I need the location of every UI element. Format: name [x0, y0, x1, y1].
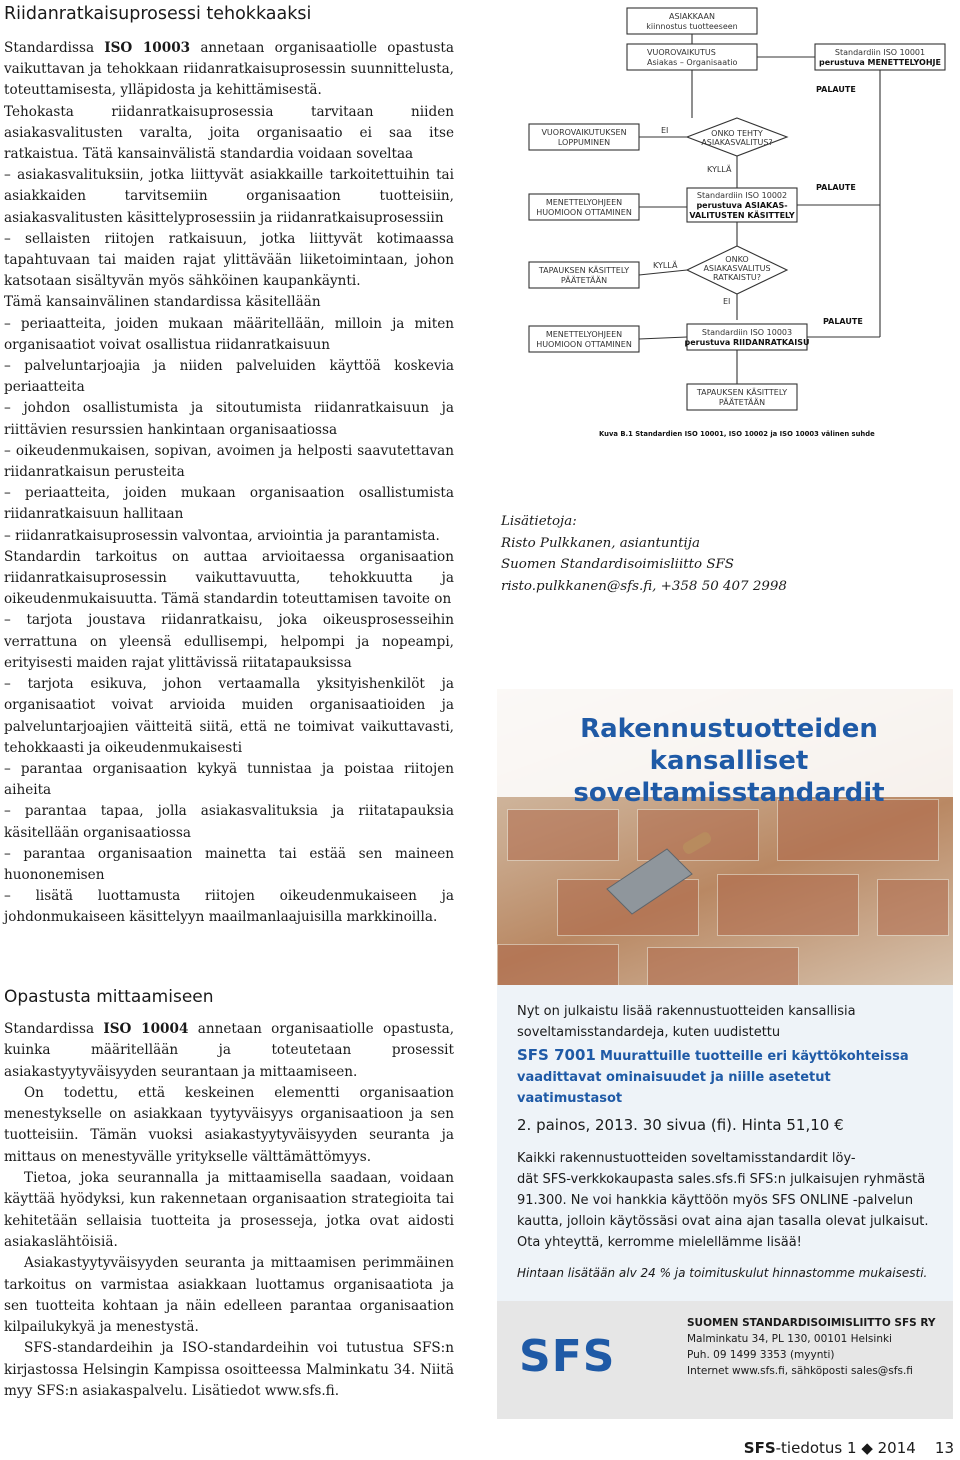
footer-publication: -tiedotus 1: [775, 1439, 857, 1457]
paragraph: Tämä kansainvälinen standardissa käsitellään: [4, 294, 321, 311]
paragraph: Asiakastyytyväisyyden seuranta ja mittaamisen perimmäinen tarkoitus on varmistaa asiakkaan luottamus organisaatiota ja sen tuotteita kohtaan ja näin edelleen parantaa organisaation kilpailukykyä ja menestystä.: [4, 1255, 454, 1336]
list-item: – periaatteita, joiden mukaan organisaation osallistumista riidanratkaisuun hallitaan: [4, 485, 454, 523]
flow-label: HUOMIOON OTTAMINEN: [536, 208, 632, 217]
flow-label: perustuva RIIDANRATKAISU: [684, 338, 810, 347]
flow-label: EI: [661, 126, 669, 135]
flow-label: PÄÄTETÄÄN: [718, 398, 766, 407]
list-item: – parantaa tapaa, jolla asiakasvalituksia ja riitatapauksia käsitellään organisaatiossa: [4, 803, 454, 841]
ad-photo-area: [497, 689, 953, 985]
list-item: – lisätä luottamusta riitojen oikeudenmukaiseen ja johdonmukaiseen käsittelyyn maailmanlaajuisilla markkinoilla.: [4, 888, 454, 926]
ad-text: Ota yhteyttä, kerromme mielellämme lisää!: [517, 1235, 802, 1250]
flow-label: PALAUTE: [823, 317, 863, 326]
flow-label: ONKO TEHTY: [711, 129, 763, 138]
section-measurement: [4, 985, 454, 1402]
ad-text: Kaikki rakennustuotteiden soveltamisstandardit löy-: [517, 1151, 856, 1166]
flow-label: LOPPUMINEN: [557, 138, 611, 147]
flow-label: VALITUSTEN KÄSITTELY: [689, 211, 795, 220]
flow-label: VUOROVAIKUTUS: [647, 48, 716, 57]
list-item: – tarjota joustava riidanratkaisu, joka oikeusprosesseihin verrattuna on yleensä edullisempi, helpompi ja nopeampi, erityisesti maiden rajat ylittävissä riitatapauksissa: [4, 612, 454, 671]
brick-decor: [717, 874, 859, 936]
list-item: – tarjota esikuva, johon vertaamalla yksityishenkilöt ja organisaatiot voivat arvioida muiden organisaatioiden ja palveluntarjoajien väitteitä siitä, että ne toimivat vaikuttavasti, tehokkaasti ja oikeudenmukaisesti: [4, 676, 454, 756]
list-item: – sellaisten riitojen ratkaisuun, jotka liittyvät kotimaassa tapahtuvaan tai maiden rajat ylittävään liiketoimintaan, johon katsotaan sisältyvän myös sähköinen kaupankäynti.: [4, 230, 454, 290]
flow-label: VUOROVAIKUTUKSEN: [541, 128, 627, 137]
contact-info: [501, 511, 787, 597]
brick-decor: [647, 947, 799, 985]
flow-label: PALAUTE: [816, 183, 856, 192]
ad-edition: 2. painos, 2013. 30 sivua (fi). Hinta 51,10 €: [517, 1116, 844, 1134]
ad-text: Nyt on julkaistu lisää rakennustuotteiden kansallisia: [517, 1004, 856, 1019]
flowchart-svg: [523, 0, 953, 450]
list-item: – oikeudenmukaisen, sopivan, avoimen ja helposti saavutettavan riidanratkaisun perusteita: [4, 442, 454, 481]
flow-label: perustuva ASIAKAS-: [696, 201, 788, 210]
list-item: – parantaa organisaation kykyä tunnistaa ja poistaa riitojen aiheita: [4, 760, 454, 799]
ad-footer: [497, 1301, 953, 1419]
ad-vat-note: Hintaan lisätään alv 24 % ja toimituskulut hinnastomme mukaisesti.: [517, 1266, 928, 1280]
flow-label: kiinnostus tuotteeseen: [646, 22, 738, 31]
list-item: – johdon osallistumista ja sitoutumista riidanratkaisuun ja riittävien resurssien hankintaan organisaatiossa: [4, 400, 454, 438]
flow-label: Standardiin ISO 10001: [834, 48, 926, 57]
section-heading: Opastusta mittaamiseen: [4, 987, 214, 1007]
list-item: – asiakasvalituksiin, jotka liittyvät asiakkaille tarkoitettuihin tai asiakkaiden tarvitsemiin organisaation tuotteisiin, asiakasvalitusten käsittelyprosessiin ja riidanratkaisuprosessiin: [4, 167, 454, 226]
flow-label: ASIAKASVALITUS?: [701, 138, 773, 147]
org-web: Internet www.sfs.fi, sähköposti sales@sfs.fi: [687, 1365, 913, 1377]
footer-brand: SFS: [743, 1439, 776, 1457]
ad-text: kautta, jolloin käytössäsi ovat aina ajan tasalla olevat julkaisut.: [517, 1214, 929, 1229]
flow-label: ONKO: [725, 255, 749, 264]
paragraph: On todettu, että keskeinen elementti organisaation menestykselle on asiakkaan tyytyväisyys organisaatioon ja sen tuotteisiin. Tämän vuoksi asiakastyytyväisyyden seuranta ja mittaus on menestyvälle yritykselle välttämättömyys.: [4, 1084, 454, 1165]
paragraph: Standardin tarkoitus on auttaa arvioitaessa organisaation riidanratkaisuprosessin vaikuttavuutta, tehokkuutta ja oikeudenmukaisuutta. Tämä standardin toteuttamisen tavoite on: [4, 548, 454, 608]
article-heading: Riidanratkaisuprosessi tehokkaaksi: [4, 4, 312, 24]
paragraph: Tietoa, joka seurannalla ja mittaamisella saadaan, voidaan käyttää hyödyksi, kun rakennetaan organisaation strategioita tai kehitetään sellaisia tuotteita ja prosesseja, jotka ovat aidosti asiakaslähtöisiä.: [4, 1170, 454, 1250]
org-address: Malminkatu 34, PL 130, 00101 Helsinki: [687, 1333, 892, 1345]
flow-label: KYLLÄ: [653, 261, 678, 270]
list-item: – parantaa organisaation mainetta tai estää sen maineen huononemisen: [4, 845, 454, 883]
brick-decor: [497, 944, 619, 985]
figure-caption: Kuva B.1 Standardien ISO 10001, ISO 10002 ja ISO 10003 välinen suhde: [599, 430, 875, 438]
ad-product-detail: vaadittavat ominaisuudet ja niille asetetut vaatimustasot: [517, 1070, 831, 1106]
flow-label: ASIAKKAAN: [669, 12, 715, 21]
flow-label: Standardiin ISO 10002: [696, 191, 788, 200]
flow-label: MENETTELYOHJEEN: [545, 198, 623, 207]
page-number: 13: [934, 1439, 954, 1457]
org-name: SUOMEN STANDARDISOIMISLIITTO SFS RY: [687, 1317, 936, 1329]
org-phone: Puh. 09 1499 3353 (myynti): [687, 1349, 835, 1361]
contact-organization: Suomen Standardisoimisliitto SFS: [501, 557, 734, 572]
page-footer: [744, 1439, 954, 1457]
flow-label: perustuva MENETTELYOHJE: [819, 58, 941, 67]
footer-year: 2014: [877, 1439, 916, 1457]
paragraph: SFS-standardeihin ja ISO-standardeihin voi tutustua SFS:n kirjastossa Helsingin Kampissa osoitteessa Malminkatu 34. Niitä myy SFS:n asiakaspalvelu. Lisätiedot www.sfs.fi.: [4, 1340, 454, 1400]
contact-name: Risto Pulkkanen, asiantuntija: [501, 535, 700, 551]
ad-text: dät SFS-verkkokaupasta sales.sfs.fi SFS:n julkaisujen ryhmästä: [517, 1172, 926, 1187]
flow-label: RATKAISTU?: [713, 273, 761, 282]
paragraph: Tehokasta riidanratkaisuprosessia tarvitaan niiden asiakasvalitusten varalta, joita organisaatio ei saa itse ratkaistua. Tätä kansainvälistä standardia voidaan soveltaa: [4, 103, 454, 163]
ad-text-area: [497, 985, 953, 1305]
contact-heading: Lisätietoja:: [501, 514, 577, 529]
diamond-icon: ◆: [861, 1439, 873, 1457]
flow-label: Asiakas – Organisaatio: [647, 58, 738, 67]
flow-label: HUOMIOON OTTAMINEN: [536, 340, 632, 349]
section-dispute-resolution: [4, 38, 454, 929]
flow-label: Standardiin ISO 10003: [701, 328, 793, 337]
ad-title: Rakennustuotteiden kansalliset soveltamisstandardit: [573, 714, 885, 808]
paragraph-intro: Standardissa ISO 10003 annetaan organisaatiolle opastusta vaikuttavan ja tehokkaan riidanratkaisuprosessin suunnittelusta, toteuttamisesta, ylläpidosta ja kehittämisestä.: [4, 40, 454, 99]
ad-text: 91.300. Ne voi hankkia käyttöön myös SFS ONLINE -palvelun: [517, 1193, 914, 1208]
flow-label: KYLLÄ: [707, 165, 732, 174]
list-item: – riidanratkaisuprosessin valvontaa, arviointia ja parantamista.: [4, 527, 440, 544]
flowchart-figure: [523, 0, 953, 450]
sfs-logo: SFS: [519, 1331, 616, 1382]
flow-label: PALAUTE: [816, 85, 856, 94]
flow-label: MENETTELYOHJEEN: [545, 330, 623, 339]
flow-label: TAPAUKSEN KÄSITTELY: [696, 388, 788, 397]
ad-product: SFS 7001 Muurattuille tuotteille eri käyttökohteissa: [517, 1046, 909, 1064]
trowel-icon: [597, 829, 717, 919]
flow-label: TAPAUKSEN KÄSITTELY: [538, 266, 630, 275]
brick-decor: [877, 879, 949, 936]
ad-text: soveltamisstandardeja, kuten uudistettu: [517, 1025, 781, 1040]
flow-label: EI: [723, 297, 731, 306]
list-item: – palveluntarjoajia ja niiden palveluiden käyttöä koskevia periaatteita: [4, 358, 454, 396]
advertisement: [497, 689, 953, 1419]
list-item: – periaatteita, joiden mukaan määritellään, milloin ja miten organisaatiot voivat osallistua riidanratkaisuun: [4, 315, 454, 353]
flow-label: PÄÄTETÄÄN: [560, 276, 608, 285]
flow-label: ASIAKASVALITUS: [703, 264, 771, 273]
contact-email-phone: risto.pulkkanen@sfs.fi, +358 50 407 2998: [501, 578, 787, 594]
ad-title-band: [497, 689, 953, 808]
paragraph-intro: Standardissa ISO 10004 annetaan organisaatiolle opastusta, kuinka määritellään ja toteutetaan prosessit asiakastyytyväisyyden seurantaan ja mittaamiseen.: [4, 1021, 455, 1080]
